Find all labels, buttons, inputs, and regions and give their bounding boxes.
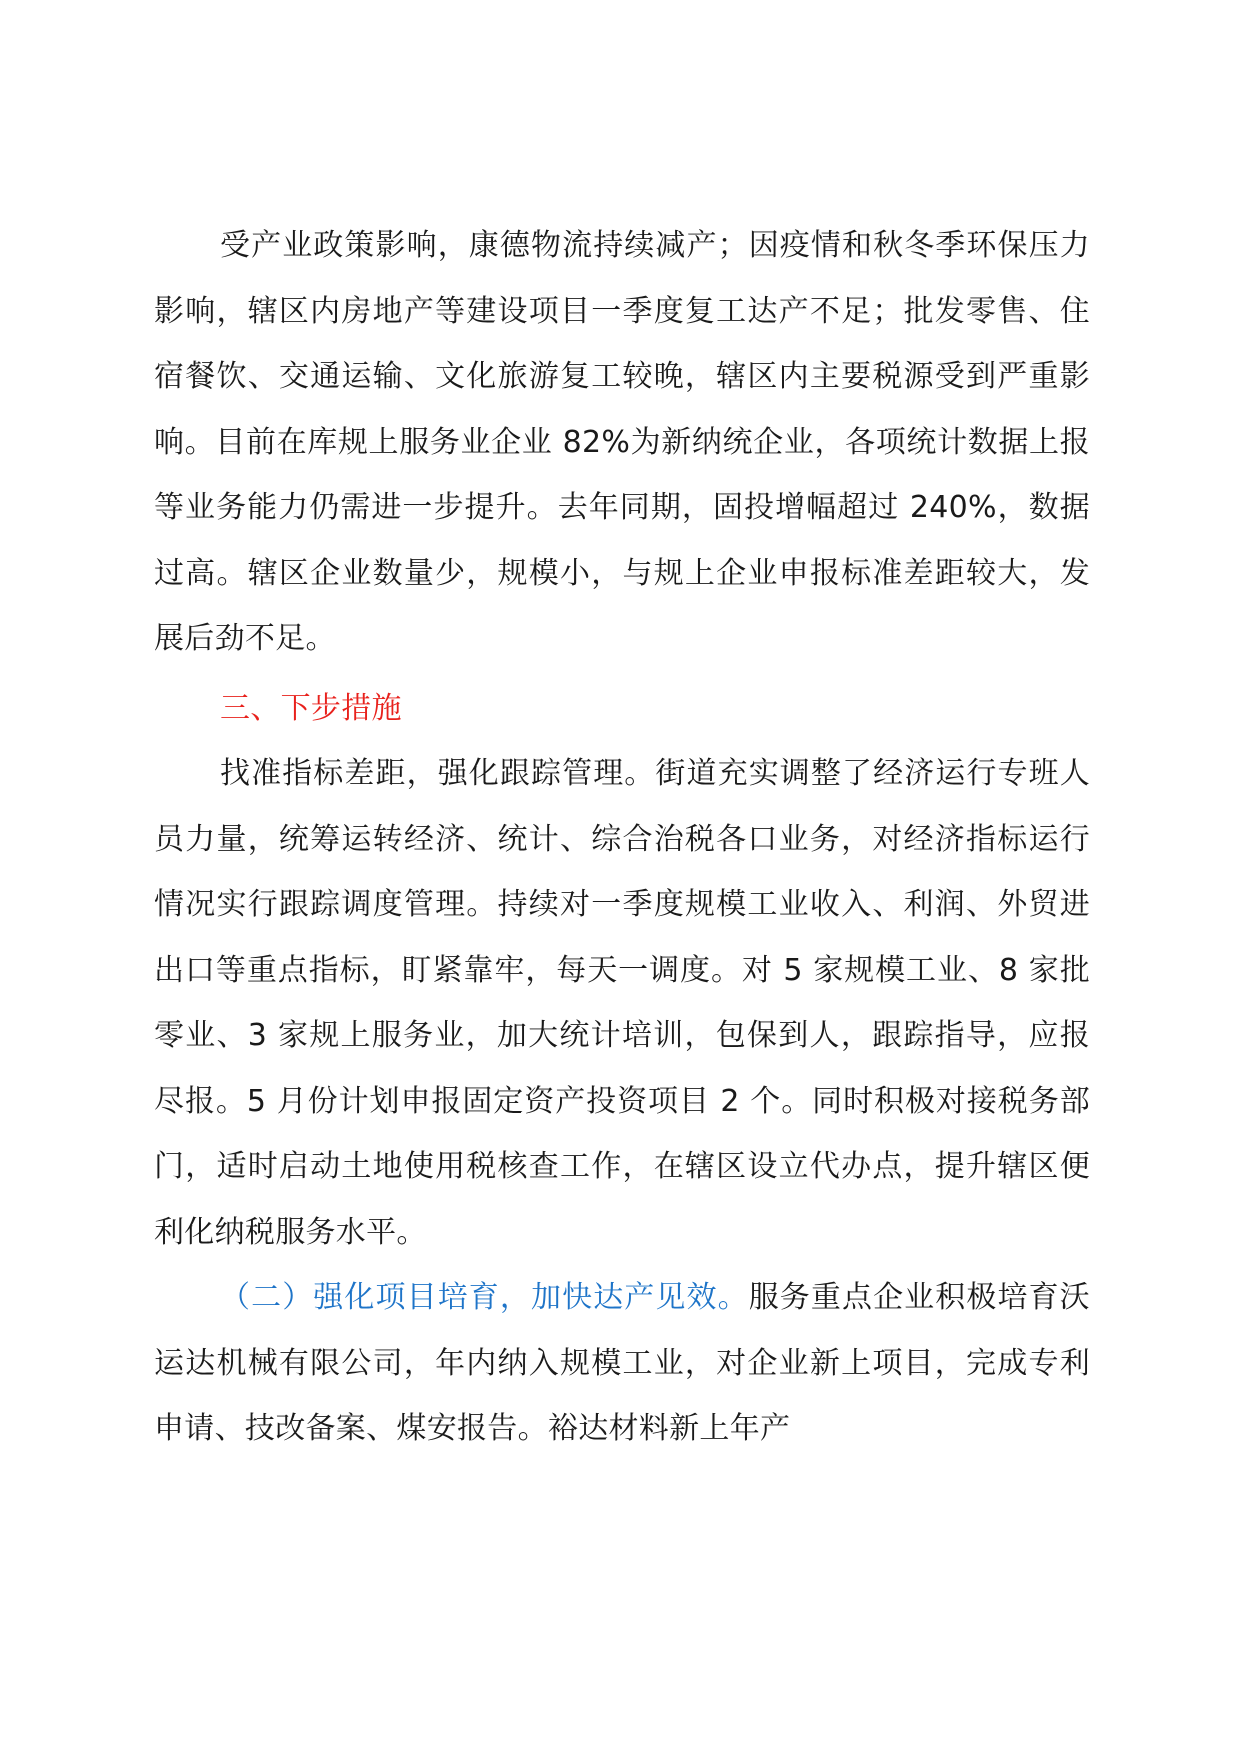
section-heading: [154, 676, 1090, 742]
paragraph-text: 服务重点企业积极培育沃运达机械有限公司，年内纳入规模工业，对企业新上项目，完成专利申请、技改备案、煤安报告。裕达材料新上年产: [154, 1280, 1090, 1446]
subsection-heading: （二）强化项目培育，加快达产见效。: [220, 1280, 749, 1315]
section-heading-text: 三、下步措施: [220, 690, 402, 726]
document-page: [154, 213, 1090, 1462]
body-paragraph: [154, 1265, 1090, 1462]
body-paragraph: [154, 741, 1090, 1265]
paragraph-text: 找准指标差距，强化跟踪管理。街道充实调整了经济运行专班人员力量，统筹运转经济、统计、综合治税各口业务，对经济指标运行情况实行跟踪调度管理。持续对一季度规模工业收入、利润、外贸进出口等重点指标，盯紧靠牢，每天一调度。对 5 家规模工业、8 家批零业、3 家规上服务业，加大统计培训，包保到人，跟踪指导，应报尽报。5 月份计划申报固定资产投资项目 2 个。同时积极对接税务部门，适时启动土地使用税核查工作，在辖区设立代办点，提升辖区便利化纳税服务水平。: [154, 756, 1090, 1250]
body-paragraph: [154, 213, 1090, 672]
paragraph-text: 受产业政策影响，康德物流持续减产；因疫情和秋冬季环保压力影响，辖区内房地产等建设项目一季度复工达产不足；批发零售、住宿餐饮、交通运输、文化旅游复工较晚，辖区内主要税源受到严重影响。目前在库规上服务业企业 82%为新纳统企业，各项统计数据上报等业务能力仍需进一步提升。去年同期，固投增幅超过 240%，数据过高。辖区企业数量少，规模小，与规上企业申报标准差距较大，发展后劲不足。: [154, 228, 1090, 656]
